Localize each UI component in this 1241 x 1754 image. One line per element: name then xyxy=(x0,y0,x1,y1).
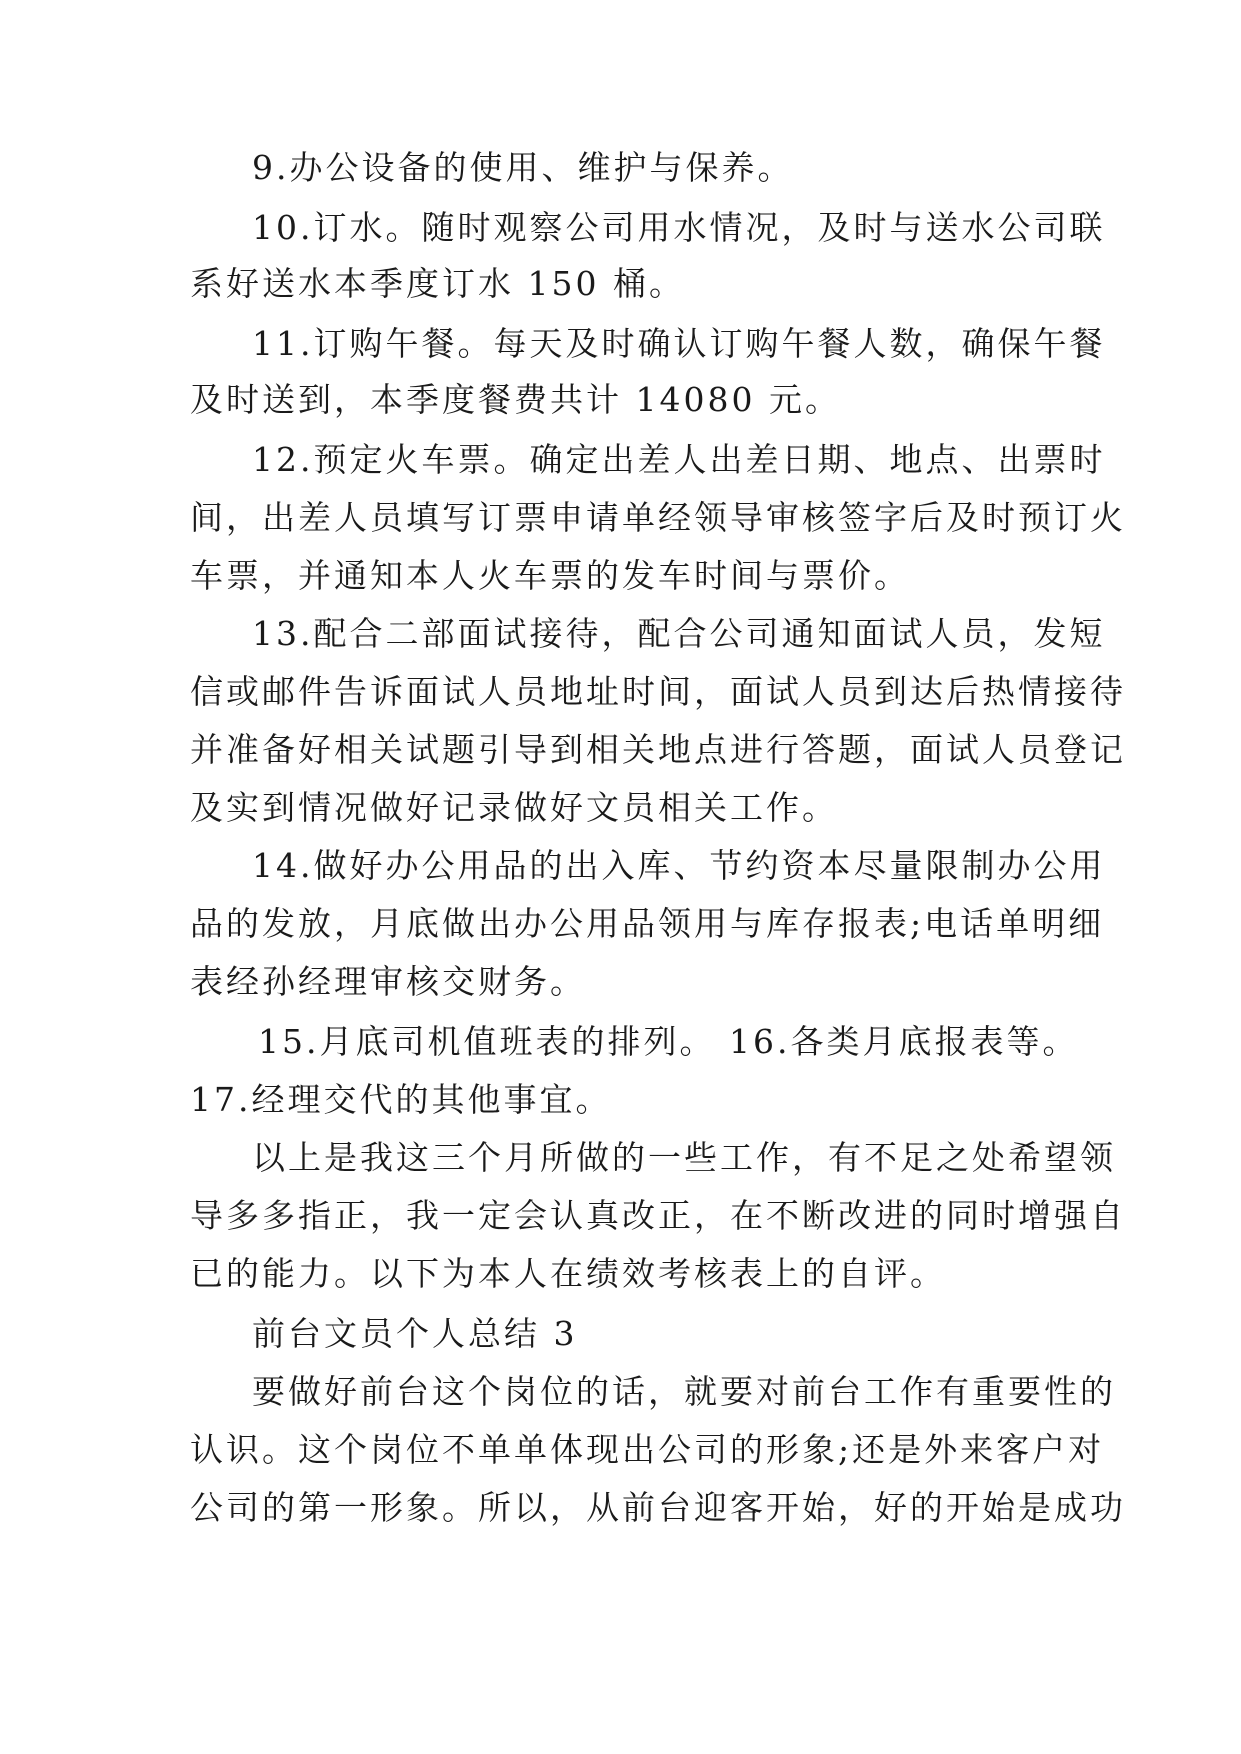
section-heading: 前台文员个人总结 3 xyxy=(252,1314,578,1353)
text-line: 10.订水。随时观察公司用水情况，及时与送水公司联 xyxy=(252,208,1106,247)
text-line: 以上是我这三个月所做的一些工作，有不足之处希望领 xyxy=(252,1138,1116,1177)
text-line: 认识。这个岗位不单单体现出公司的形象;还是外来客户对 xyxy=(190,1430,1105,1469)
text-line: 9.办公设备的使用、维护与保养。 xyxy=(252,148,794,187)
text-line: 已的能力。以下为本人在绩效考核表上的自评。 xyxy=(190,1254,946,1293)
text-line: 并准备好相关试题引导到相关地点进行答题，面试人员登记 xyxy=(190,730,1126,769)
text-line: 及实到情况做好记录做好文员相关工作。 xyxy=(190,788,838,827)
text-line: 信或邮件告诉面试人员地址时间，面试人员到达后热情接待 xyxy=(190,672,1126,711)
text-line: 14.做好办公用品的出入库、节约资本尽量限制办公用 xyxy=(252,846,1106,885)
text-line: 车票，并通知本人火车票的发车时间与票价。 xyxy=(190,556,910,595)
text-line: 13.配合二部面试接待，配合公司通知面试人员，发短 xyxy=(252,614,1106,653)
text-line: 品的发放，月底做出办公用品领用与库存报表;电话单明细 xyxy=(190,904,1105,943)
text-line: 15.月底司机值班表的排列。 16.各类月底报表等。 xyxy=(258,1022,1079,1061)
text-line: 要做好前台这个岗位的话，就要对前台工作有重要性的 xyxy=(252,1372,1116,1411)
text-line: 17.经理交代的其他事宜。 xyxy=(190,1080,612,1119)
text-line: 11.订购午餐。每天及时确认订购午餐人数，确保午餐 xyxy=(252,324,1106,363)
text-line: 导多多指正，我一定会认真改正，在不断改进的同时增强自 xyxy=(190,1196,1126,1235)
text-line: 12.预定火车票。确定出差人出差日期、地点、出票时 xyxy=(252,440,1106,479)
text-line: 间，出差人员填写订票申请单经领导审核签字后及时预订火 xyxy=(190,498,1126,537)
text-line: 及时送到，本季度餐费共计 14080 元。 xyxy=(190,380,841,419)
text-line: 表经孙经理审核交财务。 xyxy=(190,962,586,1001)
text-line: 系好送水本季度订水 150 桶。 xyxy=(190,264,685,303)
text-line: 公司的第一形象。所以，从前台迎客开始，好的开始是成功 xyxy=(190,1488,1126,1527)
